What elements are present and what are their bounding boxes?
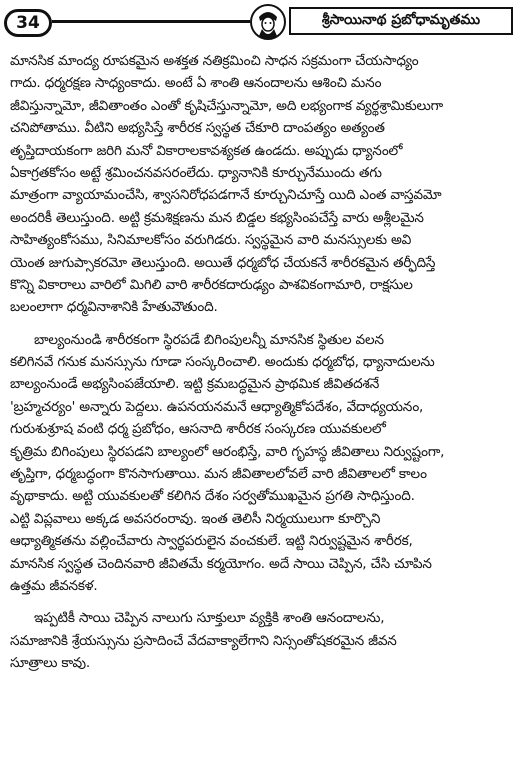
- page-header: [2, 3, 514, 43]
- text-line: మాత్రంగా వ్యాయామంచేసి, శ్వాసనిరోధపడగానే కూర్చునిచూస్తే యిది ఎంత వాస్తవమో: [10, 187, 442, 204]
- text-line: ఎట్టి విప్లవాలు అక్కడ అవసరంరావు. ఇంత తెలిసీ నిర్మయులుగా కూర్చొని: [10, 510, 381, 527]
- text-line: యెంత జుగుప్సాకరమో తెలుస్తుంది. అయితే ధర్మబోధ చేయకనే శారీరకమైన తర్ఫీదిస్తే: [10, 254, 436, 271]
- text-line: అందరికీ తెలుస్తుంది. అట్టి క్రమశిక్షణను మన బిడ్డల కభ్యసింపచేస్తే వారు అశ్లీలమైన: [10, 209, 424, 226]
- text-line: తృప్తిగా, ధర్మబద్ధంగా కొనసాగుతాయి. మన జీవితాలలోవలే వారి జీవితాలలో కాలం: [10, 466, 427, 483]
- page-number: 34: [4, 9, 52, 37]
- text-line: గురుశుశ్రూష వంటి ధర్మ ప్రబోధం, ఆసనాది శారీరక సంస్కరణ యువకులలో: [10, 421, 386, 438]
- text-line: బలంలాగా ధర్మవినాశానికి హేతువౌతుంది.: [10, 299, 218, 316]
- paragraph-1: [10, 50, 510, 319]
- text-line: సూత్రాలు కావు.: [10, 655, 90, 672]
- text-line: మానసిక మాంద్య రూపకమైన అశక్తత నతిక్రమించి సాధన సక్రమంగా చేయసాధ్యం: [10, 53, 419, 69]
- text-line: చనిపోతాము. వీటిని అభ్యసిస్తే శారీరక స్వస్థత చేకూరి దాంపత్యం అత్యంత: [10, 120, 385, 137]
- text-line: బాల్యంనుండి శారీరకంగా స్థిరపడే బిగింపులన్నీ మానసిక స్థితుల వలన: [34, 331, 384, 348]
- text-line: ఏకాగ్రతకోసం అట్టే శ్రమించనవసరంలేదు. ధ్యానానికి కూర్చునేముందు తగు: [10, 164, 382, 181]
- paragraph-2: [10, 329, 510, 598]
- text-line: తృప్తిదాయకంగా జరిగి మనో వికారాలకావశ్యకత ఉండదు. అప్పుడు ధ్యానంలో: [10, 142, 403, 159]
- text-line: వృథాకాదు. అట్టి యువకులతో కలిగిన దేశం సర్వతోముఖమైన ప్రగతి సాధిస్తుంది.: [10, 488, 415, 505]
- text-line: ఉత్తమ జీవనకళ.: [10, 577, 98, 594]
- text-line: గాదు. ధర్మరక్షణ సాధ్యంకాదు. అంటే ఏ శాంతి ఆనందాలను ఆశించి మనం: [10, 75, 382, 92]
- text-line: బాల్యంనుండే అభ్యసింపజేయాలి. ఇట్టి క్రమబద్ధమైన ప్రాథమిక జీవితదశనే: [10, 376, 380, 393]
- text-line: ఇప్పటికీ సాయి చెప్పిన నాలుగు సూక్తులూ వ్యక్తికి శాంతి ఆనందాలను,: [34, 610, 385, 627]
- text-line: జీవిస్తున్నామో, జీవితాంతం ఎంతో కృషిచేస్తున్నామో, అది లభ్యంగాక వ్యర్థశ్రామికులుగా: [10, 97, 443, 114]
- book-title: శ్రీసాయినాథ ప్రబోధామృతము: [289, 7, 513, 35]
- sai-baba-portrait-icon: [250, 3, 286, 41]
- text-line: కొన్ని వికారాలు వారిలో మిగిలి వారి శారీరకదారుఢ్యం పాశవికంగామారి, రాక్షసుల: [10, 276, 413, 293]
- text-line: సమాజానికి శ్రేయస్సును ప్రసాదించే వేదవాక్యాలేగాని నిస్సంతోషకరమైన జీవన: [10, 632, 397, 649]
- text-line: ఆధ్యాత్మికతను వల్లించేవారు స్వార్థపరులైన వంచకులే. ఇట్టి నిర్వుష్టమైన శారీరక,: [10, 533, 413, 550]
- text-line: సాహిత్యంకోసము, సినిమాలకోసం వరుగిడరు. స్వస్థమైన వారి మనస్సులకు అవి: [10, 232, 412, 249]
- paragraph-3: [10, 607, 510, 674]
- text-line: కృత్రిమ బిగింపులు స్థిరపడని బాల్యంలో ఆరంభిస్తే, వారి గృహస్థ జీవితాలు నిర్వుష్టంగా,: [10, 443, 445, 460]
- text-line: 'బ్రహ్మచర్యం' అన్నారు పెద్దలు. ఉపనయనమనే ఆధ్యాత్మికోపదేశం, వేదాధ్యయనం,: [10, 398, 424, 415]
- page-body: [10, 50, 510, 675]
- text-line: మానసిక స్వస్థత చెందినవారి జీవితమే కర్మయోగం. అదే సాయి చెప్పిన, చేసి చూపిన: [10, 555, 432, 572]
- header-rule: [52, 20, 250, 23]
- text-line: కలిగినవే గనుక మనస్సును గూడా సంస్కరించాలి. అందుకు ధర్మబోధ, ధ్యానాదులను: [10, 354, 435, 371]
